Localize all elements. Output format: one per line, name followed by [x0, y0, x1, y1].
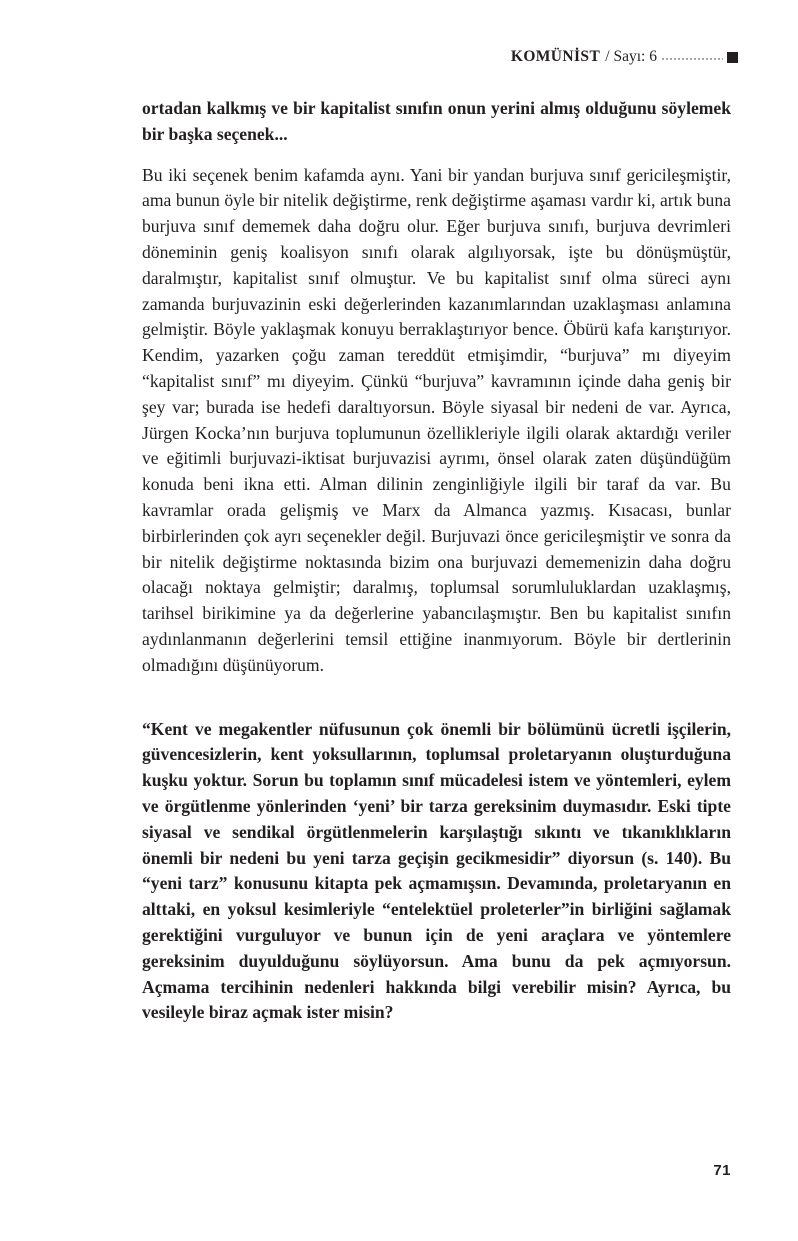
- running-header: [142, 44, 738, 70]
- page-number: 71: [713, 1162, 731, 1179]
- page-content: [142, 96, 731, 1026]
- body-paragraph: Bu iki seçenek benim kafamda aynı. Yani bir yandan burjuva sınıf gericileşmiştir, ama bunun öyle bir nitelik değiştirme, renk değiştirme aşaması vardır ki, artık buna burjuva sınıf dememek daha doğru olur. Eğer burjuva sınıfı, burjuva devrimleri döneminin geniş koalisyon sınıfı olarak algılıyorsak, işte bu dönüşmüştür, daralmıştır, kapitalist sınıf olmuştur. Ve bu kapitalist sınıf olma süreci aynı zamanda burjuvazinin eski değerlerinden kazanımlarından uzaklaşması anlamına gelmiştir. Böyle yaklaşmak konuyu berraklaştırıyor bence. Öbürü kafa karıştırıyor. Kendim, yazarken çoğu zaman tereddüt etmişimdir, “burjuva” mı diyeyim “kapitalist sınıf” mı diyeyim. Çünkü “burjuva” kavramının içinde daha geniş bir şey var; burada ise hedefi daraltıyorsun. Böyle siyasal bir nedeni de var. Ayrıca, Jürgen Kocka’nın burjuva toplumunun özellikleriyle ilgili olarak aktardığı veriler ve eğitimli burjuvazi-iktisat burjuvazisi ayrımı, önsel olarak zaten düşündüğüm konuda beni ikna etti. Alman dilinin zenginliğiyle ilgili bir taraf da var. Bu kavramlar orada gelişmiş ve Marx da Almanca yazmış. Kısacası, bunlar birbirlerinden çok ayrı seçenekler değil. Burjuvazi önce gericileşmiştir ve sonra da bir nitelik değiştirme noktasında bizim ona burjuvazi dememenizin daha doğru olacağı noktaya gelmiştir; daralmış, toplumsal sorumluluklardan uzaklaşmış, tarihsel birikimine ya da değerlerine yabancılaşmıştır. Ben bu kapitalist sınıfın aydınlanmanın değerlerini temsil ettiğine inanmıyorum. Böyle bir dertlerinin olmadığını düşünüyorum.: [142, 164, 731, 675]
- header-separator: /: [605, 48, 610, 65]
- publication-title: KOMÜNİST: [510, 48, 601, 65]
- issue-number: Sayı: 6: [613, 48, 657, 65]
- lead-paragraph: ortadan kalkmış ve bir kapitalist sınıfın onun yerini almış olduğunu söylemek bir başka seçenek...: [142, 98, 731, 144]
- quoted-question-paragraph: “Kent ve megakentler nüfusunun çok önemli bir bölümünü ücretli işçilerin, güvencesizlerin, kent yoksullarının, toplumsal proletaryanın oluşturduğuna kuşku yoktur. Sorun bu toplamın sınıf mücadelesi istem ve yöntemleri, eylem ve örgütlenme yönlerinden ‘yeni’ bir tarza gereksinim duymasıdır. Eski tipte siyasal ve sendikal örgütlenmelerin karşılaştığı sıkıntı ve tıkanıklıkların önemli bir nedeni bu yeni tarza geçişin gecikmesidir” diyorsun (s. 140). Bu “yeni tarz” konusunu kitapta pek açmamışsın. Devamında, proletaryanın en alttaki, en yoksul kesimleriyle “entelektüel proleterler”in birliğini sağlamak gerektiğini vurguluyor ve bunun için de yeni araçlara ve yöntemlere gereksinim duyulduğunu söylüyorsun. Ama bunu da pek açmıyorsun. Açmama tercihinin nedenleri hakkında bilgi verebilir misin? Ayrıca, bu vesileyle biraz açmak ister misin?: [142, 718, 731, 1023]
- dotted-rule-icon: [661, 58, 723, 60]
- black-square-marker-icon: [727, 52, 738, 63]
